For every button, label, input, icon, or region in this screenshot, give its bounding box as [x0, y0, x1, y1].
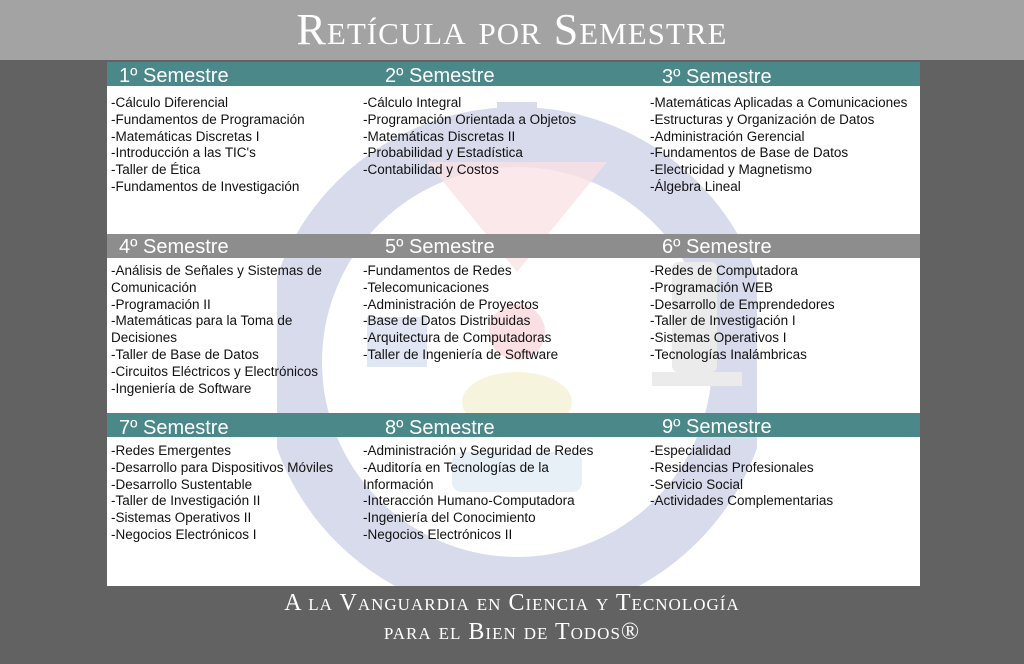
course-item: -Tecnologías Inalámbricas [650, 346, 807, 362]
course-item: -Residencias Profesionales [650, 459, 814, 475]
course-item: -Taller de Ingeniería de Software [363, 346, 559, 362]
semester-7-heading: 7º Semestre [119, 417, 229, 439]
semester-1-heading: 1º Semestre [119, 65, 229, 87]
semester-9-courses [650, 443, 916, 510]
course-item: -Ingeniería del Conocimiento [363, 510, 536, 526]
course-item: -Taller de Investigación I [650, 313, 796, 329]
semester-4-heading: 4º Semestre [119, 236, 229, 258]
course-item: -Fundamentos de Investigación [111, 178, 300, 194]
course-item: -Matemáticas Aplicadas a Comunicaciones [650, 95, 908, 110]
course-item: -Matemáticas Discretas II [363, 128, 516, 144]
curriculum-panel [107, 62, 920, 586]
course-item: -Cálculo Diferencial [111, 95, 229, 110]
course-item: -Servicio Social [650, 476, 744, 492]
course-item: -Probabilidad y Estadística [363, 145, 523, 161]
course-item: -Fundamentos de Programación [111, 111, 305, 127]
course-item: -Interacción Humano-Computadora [363, 493, 575, 509]
course-item: -Administración Gerencial [650, 128, 805, 144]
footer-slogan-line-1: A la Vanguardia en Ciencia y Tecnología [284, 590, 740, 616]
course-item: -Arquitectura de Computadoras [363, 330, 552, 346]
course-item: -Administración de Proyectos [363, 296, 539, 312]
semester-5-courses [363, 263, 603, 364]
course-item: -Especialidad [650, 443, 732, 458]
semester-5-heading: 5º Semestre [385, 236, 495, 258]
course-item: -Desarrollo para Dispositivos Móviles [111, 459, 334, 475]
course-item: -Programación II [111, 296, 211, 312]
course-item: -Fundamentos de Redes [363, 263, 512, 278]
semester-3-heading: 3º Semestre [662, 66, 772, 88]
course-item: -Taller de Base de Datos [111, 346, 259, 362]
course-item: -Actividades Complementarias [650, 493, 834, 509]
course-item: -Taller de Ética [111, 162, 201, 178]
course-item: -Taller de Investigación II [111, 493, 261, 509]
course-item: -Sistemas Operativos I [650, 330, 787, 346]
course-item: -Estructuras y Organización de Datos [650, 111, 875, 127]
course-item: -Redes de Computadora [650, 263, 798, 278]
course-item: -Auditoría en Tecnologías de la Información [363, 459, 549, 492]
course-item: -Electricidad y Magnetismo [650, 162, 813, 178]
course-item: -Administración y Seguridad de Redes [363, 443, 594, 458]
course-item: -Introducción a las TIC's [111, 145, 256, 161]
semester-2-courses [363, 95, 603, 179]
course-item: -Negocios Electrónicos I [111, 526, 257, 542]
course-item: -Redes Emergentes [111, 443, 232, 458]
course-item: -Negocios Electrónicos II [363, 526, 513, 542]
page-title: Retícula por Semestre [296, 5, 728, 54]
semester-8-heading: 8º Semestre [385, 417, 495, 439]
course-item: -Sistemas Operativos II [111, 510, 252, 526]
semester-7-courses [111, 443, 335, 544]
course-item: -Ingeniería de Software [111, 380, 252, 396]
semester-8-courses [363, 443, 603, 544]
course-item: -Telecomunicaciones [363, 279, 490, 295]
course-item: -Cálculo Integral [363, 95, 462, 110]
semester-6-heading: 6º Semestre [662, 236, 772, 258]
course-item: -Matemáticas para la Toma de Decisiones [111, 313, 293, 346]
semester-2-heading: 2º Semestre [385, 65, 495, 87]
course-item: -Contabilidad y Costos [363, 162, 499, 178]
course-item: -Programación WEB [650, 279, 774, 295]
footer-slogan-line-2: para el Bien de Todos® [383, 619, 641, 645]
course-item: -Desarrollo Sustentable [111, 476, 253, 492]
course-item: -Base de Datos Distribuidas [363, 313, 531, 329]
course-item: -Circuitos Eléctricos y Electrónicos [111, 363, 319, 379]
course-item: -Desarrollo de Emprendedores [650, 296, 835, 312]
semester-6-courses [650, 263, 916, 364]
course-item: -Álgebra Lineal [650, 178, 741, 194]
row-1-band [107, 62, 920, 86]
semester-4-courses [111, 263, 335, 397]
row-2-band [107, 234, 920, 258]
semester-1-courses [111, 95, 335, 196]
course-item: -Matemáticas Discretas I [111, 128, 260, 144]
course-item: -Análisis de Señales y Sistemas de Comunicación [111, 263, 322, 295]
course-item: -Fundamentos de Base de Datos [650, 145, 849, 161]
semester-9-heading: 9º Semestre [662, 416, 772, 438]
semester-3-courses [650, 95, 916, 196]
course-item: -Programación Orientada a Objetos [363, 111, 577, 127]
row-3-band [107, 413, 920, 437]
